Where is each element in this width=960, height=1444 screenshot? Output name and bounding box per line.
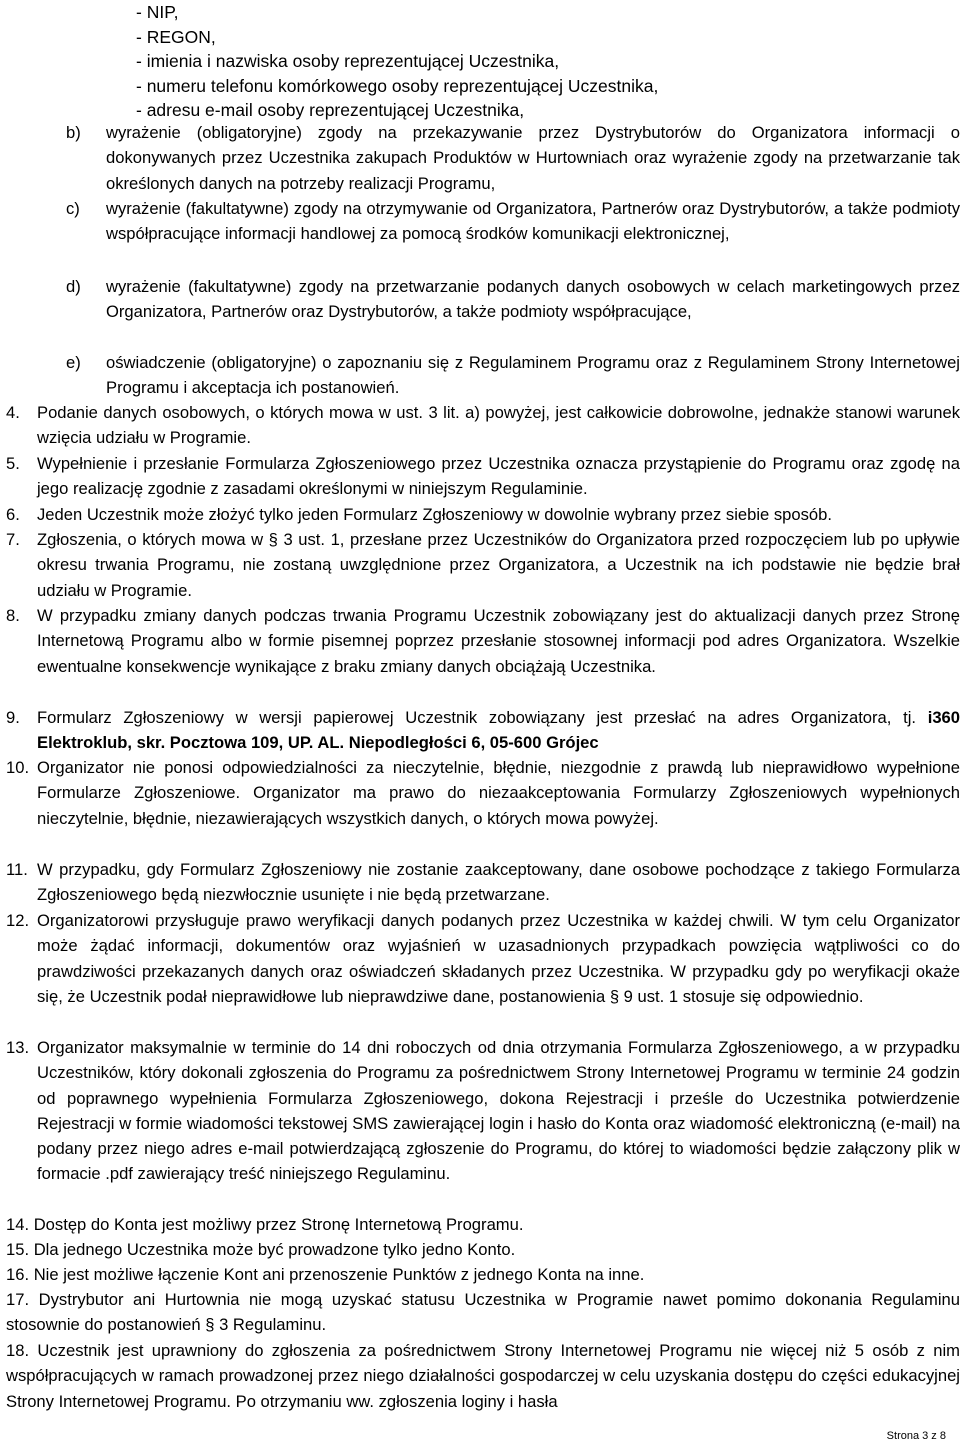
item-text: Wypełnienie i przesłanie Formularza Zgłoszeniowego przez Uczestnika oznacza przystąpienie do Programu oraz zgodę na jego realizację zgodnie z zasadami określonymi w niniejszym Regulaminie. — [37, 454, 960, 499]
item-text: W przypadku, gdy Formularz Zgłoszeniowy nie zostanie zaakceptowany, dane osobowe pochodzące z takiego Formularza Zgłoszeniowego będą niezwłocznie usunięte i nie będą przetwarzane. — [37, 860, 960, 905]
numbered-item-9 — [37, 705, 960, 756]
item-label: e) — [66, 353, 81, 372]
numbered-item-11 — [37, 857, 960, 908]
numbered-item-10 — [37, 755, 960, 831]
list-item: - REGON, — [136, 26, 216, 47]
item-label: c) — [66, 199, 80, 218]
item-number: 6. — [6, 505, 20, 524]
numbered-item-13 — [37, 1035, 960, 1187]
item-label: d) — [66, 277, 81, 296]
item-text: Dostęp do Konta jest możliwy przez Stronę Internetową Programu. — [33, 1215, 524, 1234]
item-text: Organizatorowi przysługuje prawo weryfikacji danych podanych przez Uczestnika w każdej chwili. W tym celu Organizator może żądać informacji, dokumentów oraz wyjaśnień w uzasadnionych przypadkach powzięcia wątpliwości co do prawdziwości przekazanych danych oraz oświadczeń składanych przez Uczestnika. W przypadku gdy po weryfikacji okaże się, że Uczestnik podał nieprawidłowe lub nieprawdziwe dane, postanowienia § 9 ust. 1 stosuje się odpowiednio. — [37, 911, 960, 1006]
numbered-item-5 — [37, 451, 960, 502]
numbered-item-12 — [37, 908, 960, 1009]
item-text: Organizator nie ponosi odpowiedzialności za nieczytelnie, błędnie, niezgodnie z prawdą lub nieprawidłowo wypełnione Formularze Zgłoszeniowe. Organizator ma prawo do niezaakceptowania Formularzy Zgłoszeniowych wypełnionych nieczytelnie, błędnie, niezawierających wszystkich danych, o których mowa powyżej. — [37, 758, 960, 828]
item-text: Nie jest możliwe łączenie Kont ani przenoszenie Punktów z jednego Konta na inne. — [33, 1265, 645, 1284]
item-number: 12. — [6, 911, 30, 930]
lettered-item-c — [106, 196, 960, 247]
page-number: Strona 3 z 8 — [886, 1430, 946, 1442]
item-text: Dla jednego Uczestnika może być prowadzone tylko jedno Konto. — [33, 1240, 516, 1259]
item-text: wyrażenie (fakultatywne) zgody na otrzymywanie od Organizatora, Partnerów oraz Dystrybutorów, a także podmioty współpracujące informacji handlowej za pomocą środków komunikacji elektronicznej, — [106, 199, 960, 244]
list-item: - imienia i nazwiska osoby reprezentującej Uczestnika, — [136, 51, 560, 71]
item-text: oświadczenie (obligatoryjne) o zapoznaniu się z Regulaminem Programu oraz z Regulaminem Strony Internetowej Programu i akceptacja ich postanowień. — [106, 353, 960, 398]
item-text: Zgłoszenia, o których mowa w § 3 ust. 1, przesłane przez Uczestników do Organizatora przed rozpoczęciem lub po upływie okresu trwania Programu, nie zostaną uwzględnione przez Organizatora, a Uczestnik na ich podstawie nie będzie brał udziału w Programie. — [37, 530, 960, 600]
item-text: Jeden Uczestnik może złożyć tylko jeden Formularz Zgłoszeniowy w dowolnie wybrany przez siebie sposób. — [37, 505, 833, 524]
numbered-item-18 — [6, 1338, 960, 1414]
item-number: 14. — [6, 1215, 30, 1234]
item-number: 4. — [6, 403, 20, 422]
list-item: - NIP, — [136, 2, 179, 22]
item-number: 10. — [6, 758, 30, 777]
item-text: W przypadku zmiany danych podczas trwania Programu Uczestnik zobowiązany jest do aktualizacji danych przez Stronę Internetową Programu albo w formie pisemnej poprzez przesłanie stosownej informacji pod adres Organizatora. Wszelkie ewentualne konsekwencje wynikające z braku zmiany danych obciążają Uczestnika. — [37, 606, 960, 676]
item-number: 8. — [6, 606, 20, 625]
list-item: - adresu e-mail osoby reprezentującej Uczestnika, — [136, 100, 525, 120]
item-number: 18. — [6, 1341, 30, 1360]
item-number: 9. — [6, 708, 20, 727]
item-text: Formularz Zgłoszeniowy w wersji papierowej Uczestnik zobowiązany jest przesłać na adres Organizatora, tj. — [37, 708, 916, 727]
item-number: 16. — [6, 1265, 30, 1284]
list-item: - numeru telefonu komórkowego osoby reprezentującej Uczestnika, — [136, 75, 659, 96]
item-text: Uczestnik jest uprawniony do zgłoszenia za pośrednictwem Strony Internetowej Programu nie więcej niż 5 osób z nim współpracujących w ramach prowadzonej przez niego działalności gospodarczej w celu uzyskania dostępu do części edukacyjnej Strony Internetowej Programu. Po otrzymaniu ww. zgłoszenia loginy i hasła — [6, 1341, 960, 1411]
item-label: b) — [66, 123, 81, 142]
contact-data-list — [136, 0, 836, 123]
numbered-item-6 — [37, 502, 960, 527]
item-number: 7. — [6, 530, 20, 549]
item-text: Dystrybutor ani Hurtownia nie mogą uzyskać statusu Uczestnika w Programie nawet pomimo dokonania Regulaminu stosownie do postanowień § 3 Regulaminu. — [6, 1290, 960, 1335]
numbered-item-16 — [6, 1262, 960, 1287]
item-text: Organizator maksymalnie w terminie do 14 dni roboczych od dnia otrzymania Formularza Zgłoszeniowego, a w przypadku Uczestników, który dokonali zgłoszenia do Programu za pośrednictwem Strony Internetowej Programu w terminie 24 godzin od poprawnego wypełnienia Formularza Zgłoszeniowego, dokona Rejestracji i prześle do Uczestnika potwierdzenie Rejestracji w formie wiadomości tekstowej SMS zawierającej login i hasło do Konta oraz wiadomość elektroniczną (e-mail) na podany przez niego adres e-mail potwierdzającą zgłoszenie do Programu, do której to wiadomości będzie załączony plik w formacie .pdf zawierający treść niniejszego Regulaminu. — [37, 1038, 960, 1184]
item-number: 11. — [6, 860, 28, 879]
item-number: 17. — [6, 1290, 30, 1309]
numbered-item-4 — [37, 400, 960, 451]
item-number: 15. — [6, 1240, 30, 1259]
item-number: 13. — [6, 1038, 30, 1057]
numbered-item-14 — [6, 1212, 960, 1237]
lettered-item-e — [106, 350, 960, 401]
lettered-item-b — [106, 120, 960, 196]
organizer-address: i360 Elektroklub, skr. Pocztowa 109, UP. AL. Niepodległości 6, 05-600 Grójec — [37, 708, 960, 753]
lettered-item-d — [106, 274, 960, 325]
item-text: Podanie danych osobowych, o których mowa w ust. 3 lit. a) powyżej, jest całkowicie dobrowolne, jednakże stanowi warunek wzięcia udziału w Programie. — [37, 403, 960, 448]
numbered-item-17 — [6, 1287, 960, 1338]
numbered-item-7 — [37, 527, 960, 603]
item-text: wyrażenie (fakultatywne) zgody na przetwarzanie podanych danych osobowych w celach marketingowych przez Organizatora, Partnerów oraz Dystrybutorów, a także podmioty współpracujące, — [106, 277, 960, 322]
numbered-item-15 — [6, 1237, 960, 1262]
numbered-item-8 — [37, 603, 960, 679]
item-number: 5. — [6, 454, 20, 473]
item-text: wyrażenie (obligatoryjne) zgody na przekazywanie przez Dystrybutorów do Organizatora informacji o dokonywanych przez Uczestnika zakupach Produktów w Hurtowniach oraz wyrażenie zgody na przetwarzanie tak określonych danych na potrzeby realizacji Programu, — [106, 123, 960, 193]
